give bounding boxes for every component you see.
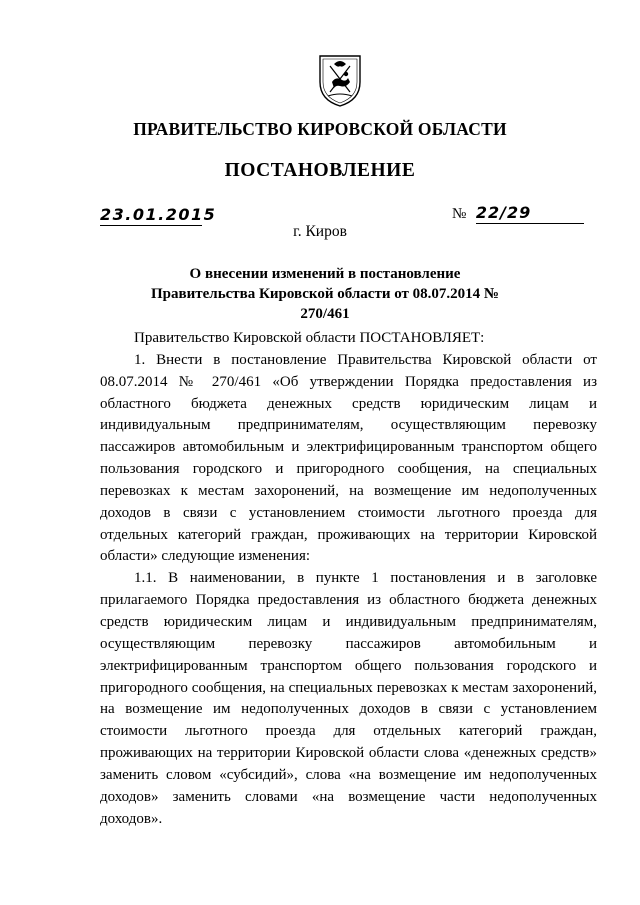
document-type-title: ПОСТАНОВЛЕНИЕ bbox=[224, 160, 416, 181]
document-body bbox=[100, 328, 597, 830]
body-paragraph: 1. Внести в постановление Правительства Кировской области от 08.07.2014 № 270/461 «Об утверждении Порядка предоставления из областного бюджета денежных средств юридическим лицам и индивидуальным предпринимателям, осуществляющим перевозку пассажиров автомобильным и электрифицированным транспортом общего пользования городского и пригородного сообщения, на специальных перевозках к местам захоронений, на возмещение им недополученных доходов в связи с установлением стоимости льготного проезда для отдельных категорий граждан, проживающих на территории Кировской области» следующие изменения: bbox=[100, 351, 597, 565]
document-number-value: 22/29 bbox=[476, 203, 584, 224]
document-number bbox=[452, 203, 584, 224]
authority-title: ПРАВИТЕЛЬСТВО КИРОВСКОЙ ОБЛАСТИ bbox=[133, 119, 507, 139]
document-date: 23.01.2015 bbox=[100, 205, 217, 224]
body-paragraph: Правительство Кировской области ПОСТАНОВЛЯЕТ: bbox=[134, 330, 485, 346]
number-sign-label: № bbox=[452, 206, 467, 222]
coat-of-arms-icon bbox=[316, 52, 364, 108]
document-subject: О внесении изменений в постановление Правительства Кировской области от 08.07.2014 № 270/461 bbox=[151, 266, 499, 322]
body-paragraph: 1.1. В наименовании, в пункте 1 постановления и в заголовке прилагаемого Порядка предоставления из областного бюджета денежных средств юридическим лицам и индивидуальным предпринимателям, осуществляющим перевозку пассажиров автомобильным и электрифицированным транспортом общего пользования городского и пригородного сообщения, на специальных перевозках к местам захоронений, на возмещение им недополученных доходов в связи с установлением стоимости льготного проезда для отдельных категорий граждан, проживающих на территории Кировской области слова «денежных средств» заменить словом «субсидий», слова «на возмещение им недополученных доходов» заменить словами «на возмещение части недополученных доходов». bbox=[100, 570, 597, 827]
city-label: г. Киров bbox=[293, 223, 347, 240]
